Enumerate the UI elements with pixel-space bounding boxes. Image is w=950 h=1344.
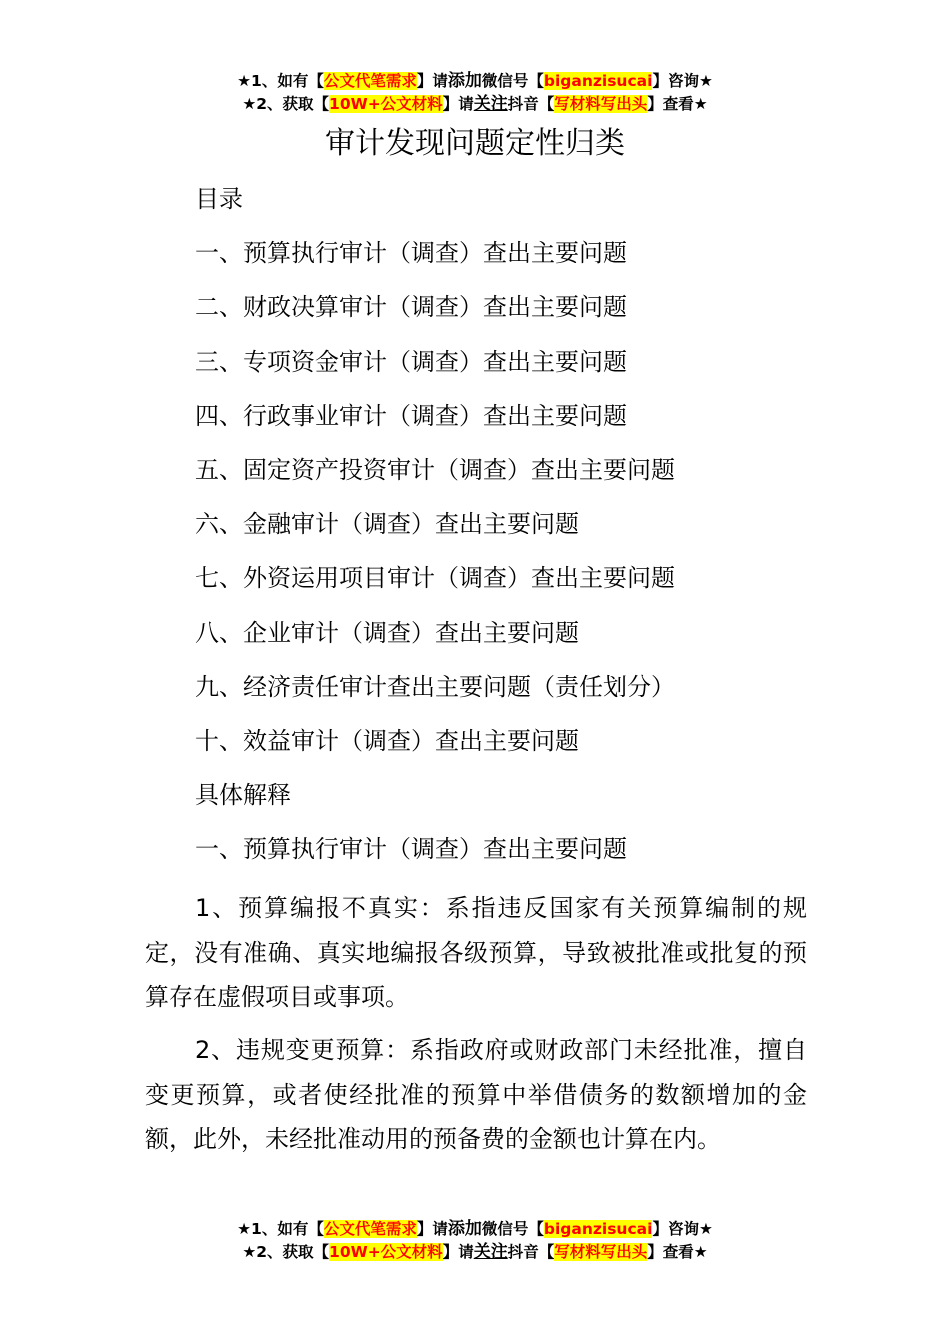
promo-highlight: biganzisucai [543,72,653,90]
promo-text: 】请 [416,1220,448,1238]
promo-text: ★2、获取【 [242,1243,330,1261]
toc-item: 三、专项资金审计（调查）查出主要问题 [195,347,627,376]
table-of-contents [195,179,675,883]
promo-text: 抖音【 [507,95,555,113]
toc-item: 九、经济责任审计查出主要问题（责任划分） [195,672,675,701]
promo-text: ★1、如有【 [237,1220,324,1238]
promo-highlight: 写材料写出头 [554,1243,648,1261]
promo-highlight: 写材料写出头 [554,95,648,113]
promo-highlight: 10W+公文材料 [329,1243,443,1261]
promo-highlight: 10W+公文材料 [329,95,443,113]
toc-item: 一、预算执行审计（调查）查出主要问题 [195,239,627,268]
toc-heading: 目录 [195,185,243,213]
promo-text: 】请 [442,95,474,113]
promo-text: 抖音【 [507,1243,555,1261]
toc-item: 五、固定资产投资审计（调查）查出主要问题 [195,455,675,484]
promo-highlight: 公文代笔需求 [323,1220,417,1238]
promo-highlight: biganzisucai [543,1220,653,1238]
promo-line-1 [0,70,950,93]
promo-banner-top [0,70,950,116]
toc-item: 六、金融审计（调查）查出主要问题 [195,510,579,539]
toc-item: 二、财政决算审计（调查）查出主要问题 [195,293,627,322]
promo-emphasis: 关注 [473,1242,508,1262]
toc-item: 八、企业审计（调查）查出主要问题 [195,618,579,647]
promo-text: 】请 [442,1243,474,1261]
promo-text: 】咨询★ [652,72,713,90]
body-paragraph: 1、预算编报不真实：系指违反国家有关预算编制的规定，没有准确、真实地编报各级预算，导致被批准或批复的预算存在虚假项目或事项。 [145,894,807,1012]
toc-item: 十、效益审计（调查）查出主要问题 [195,726,579,755]
promo-line-2 [0,93,950,116]
promo-text: 微信号【 [481,1220,544,1238]
promo-emphasis: 关注 [473,94,508,114]
promo-emphasis: 添加 [447,1219,482,1239]
promo-emphasis: 添加 [447,71,482,91]
toc-item: 四、行政事业审计（调查）查出主要问题 [195,401,627,430]
promo-text: ★1、如有【 [237,72,324,90]
promo-text: 】咨询★ [652,1220,713,1238]
promo-text: 】请 [416,72,448,90]
details-heading: 具体解释 [195,781,291,810]
promo-text: 】查看★ [647,95,708,113]
promo-line-1 [0,1218,950,1241]
promo-text: 】查看★ [647,1243,708,1261]
promo-text: ★2、获取【 [242,95,330,113]
toc-item: 七、外资运用项目审计（调查）查出主要问题 [195,564,675,593]
promo-banner-bottom [0,1218,950,1264]
promo-line-2 [0,1241,950,1264]
promo-text: 微信号【 [481,72,544,90]
body-paragraph: 2、违规变更预算：系指政府或财政部门未经批准，擅自变更预算，或者使经批准的预算中举借债务的数额增加的金额，此外，未经批准动用的预备费的金额也计算在内。 [145,1036,807,1154]
section-heading: 一、预算执行审计（调查）查出主要问题 [195,835,627,864]
promo-highlight: 公文代笔需求 [323,72,417,90]
document-title: 审计发现问题定性归类 [325,126,625,161]
